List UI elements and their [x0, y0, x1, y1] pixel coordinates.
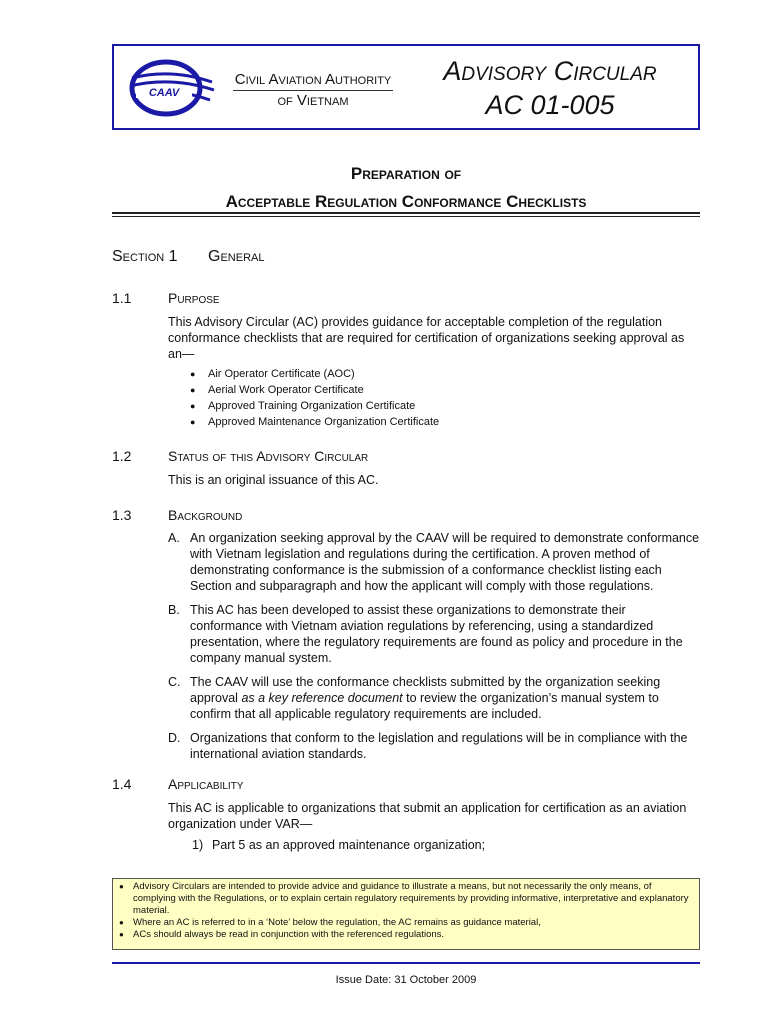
section-number: Section 1: [112, 248, 178, 265]
subsection-number: 1.4: [112, 776, 132, 792]
subsection-title: Purpose: [168, 290, 220, 306]
applicability-item: [192, 838, 485, 852]
document-title-line2: Acceptable Regulation Conformance Checklists: [225, 192, 587, 211]
subsection-heading-1-4: [112, 776, 243, 792]
item-text: This AC has been developed to assist these organizations to demonstrate their conformance with Vietnam aviation regulations by referencing, using a standardized presentation, where the regulatory requirements are found as policy and procedure in the company manual system.: [190, 603, 683, 665]
notice-box: [112, 878, 700, 950]
subsection-heading-1-2: [112, 448, 368, 464]
item-text-italic: as a key reference document: [241, 691, 403, 705]
notice-item: ● ACs should always be read in conjunction with the referenced regulations.: [119, 929, 693, 941]
list-item: [168, 674, 700, 722]
title-rule: [112, 212, 700, 214]
item-text: Part 5 as an approved maintenance organization;: [212, 838, 486, 852]
list-item: ● Approved Training Organization Certificate: [190, 398, 439, 414]
list-item: ● Aerial Work Operator Certificate: [190, 382, 439, 398]
list-item: [168, 730, 700, 762]
purpose-paragraph: This Advisory Circular (AC) provides guidance for acceptable completion of the regulation conformance checklists that are required for certification of organizations seeking approval as an—: [168, 315, 685, 361]
issue-date: Issue Date: 31 October 2009: [335, 974, 477, 986]
caav-logo: [126, 56, 216, 120]
notice-item: ● Where an AC is referred to in a ‘Note’ below the regulation, the AC remains as guidance material,: [119, 917, 693, 929]
item-marker: B.: [168, 603, 180, 617]
title-rule-thin: [112, 216, 700, 217]
subsection-title: Status of this Advisory Circular: [168, 448, 369, 464]
subsection-heading-1-1: [112, 290, 220, 306]
item-marker: C.: [168, 675, 181, 689]
ac-title-line1: Advisory Circular: [443, 56, 657, 86]
authority-name: [218, 70, 408, 111]
footer-rule: [112, 962, 700, 964]
list-item: [168, 602, 700, 666]
section-heading: [112, 248, 264, 266]
notice-item: ● Advisory Circulars are intended to provide advice and guidance to illustrate a means, but not necessarily the only means, of complying with the Regulations, or to explain certain regulatory requirements by providing informative, interpretative and explanatory material.: [119, 881, 693, 917]
item-marker: A.: [168, 531, 180, 545]
document-title-line1: Preparation of: [350, 164, 462, 183]
item-text: Organizations that conform to the legislation and regulations will be in compliance with the international aviation standards.: [190, 731, 688, 761]
subsection-title: Applicability: [168, 776, 244, 792]
subsection-title: Background: [168, 507, 243, 523]
item-text: An organization seeking approval by the CAAV will be required to demonstrate conformance with Vietnam legislation and regulations during the certification. A proven method of demonstrating conformance is the submission of a conformance checklist listing each Section and subparagraph and how the applicant will comply with those regulations.: [190, 531, 700, 593]
item-text-before: The CAAV will use the conformance checklists submitted by the organization seeking approval: [190, 675, 661, 705]
item-marker: D.: [168, 731, 181, 745]
list-item: ● Approved Maintenance Organization Certificate: [190, 414, 439, 430]
item-marker: 1): [192, 838, 204, 852]
list-item: ● Air Operator Certificate (AOC): [190, 366, 439, 382]
subsection-number: 1.2: [112, 448, 132, 464]
applicability-paragraph: This AC is applicable to organizations that submit an application for certification as an aviation organization under VAR—: [168, 801, 687, 831]
section-title: General: [208, 248, 265, 265]
subsection-number: 1.3: [112, 507, 132, 523]
authority-line2: of Vietnam: [277, 92, 349, 109]
ac-title: [410, 54, 690, 122]
subsection-heading-1-3: [112, 507, 242, 523]
authority-line1: Civil Aviation Authority: [233, 70, 394, 91]
status-paragraph: This is an original issuance of this AC.: [168, 473, 379, 487]
ac-number: AC 01-005: [485, 90, 615, 120]
item-text-after: to review the organization’s manual system to confirm that all applicable regulatory requirements are included.: [190, 691, 659, 721]
certificate-list: [190, 366, 439, 430]
document-title: [112, 160, 700, 216]
list-item: [168, 530, 700, 594]
subsection-number: 1.1: [112, 290, 132, 306]
logo-text: CAAV: [148, 87, 180, 99]
background-list: [168, 530, 700, 770]
